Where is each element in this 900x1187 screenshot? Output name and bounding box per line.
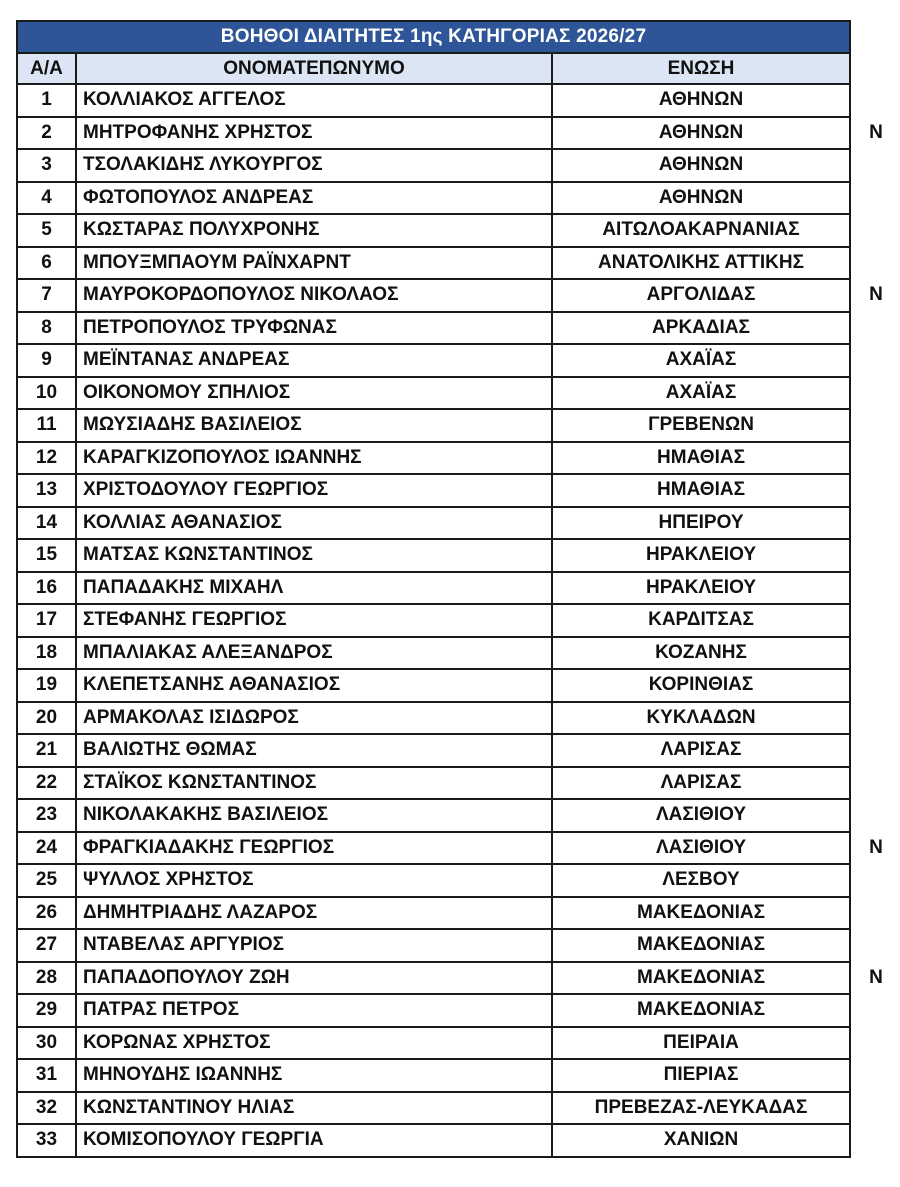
referee-union: ΚΟΡΙΝΘΙΑΣ <box>552 669 850 702</box>
referee-union: ΚΟΖΑΝΗΣ <box>552 637 850 670</box>
new-referee-mark: Ν <box>869 966 883 988</box>
referee-name: ΣΤΑΪΚΟΣ ΚΩΝΣΤΑΝΤΙΝΟΣ <box>76 767 552 800</box>
row-number: 16 <box>17 572 76 605</box>
row-number: 8 <box>17 312 76 345</box>
table-row <box>17 344 850 377</box>
row-number: 5 <box>17 214 76 247</box>
referee-name: ΝΤΑΒΕΛΑΣ ΑΡΓΥΡΙΟΣ <box>76 929 552 962</box>
row-number: 11 <box>17 409 76 442</box>
referee-name: ΚΟΜΙΣΟΠΟΥΛΟΥ ΓΕΩΡΓΙΑ <box>76 1124 552 1157</box>
table-row <box>17 312 850 345</box>
referee-name: ΠΑΠΑΔΟΠΟΥΛΟΥ ΖΩΗ <box>76 962 552 995</box>
referee-name: ΔΗΜΗΤΡΙΑΔΗΣ ΛΑΖΑΡΟΣ <box>76 897 552 930</box>
referee-union: ΜΑΚΕΔΟΝΙΑΣ <box>552 929 850 962</box>
referee-name: ΚΟΛΛΙΑΚΟΣ ΑΓΓΕΛΟΣ <box>76 84 552 117</box>
referee-name: ΠΑΠΑΔΑΚΗΣ ΜΙΧΑΗΛ <box>76 572 552 605</box>
referee-union: ΑΘΗΝΩΝ <box>552 117 850 150</box>
row-number: 6 <box>17 247 76 280</box>
referee-union: ΓΡΕΒΕΝΩΝ <box>552 409 850 442</box>
referee-union: ΑΧΑΪΑΣ <box>552 377 850 410</box>
referee-name: ΤΣΟΛΑΚΙΔΗΣ ΛΥΚΟΥΡΓΟΣ <box>76 149 552 182</box>
referee-name: ΠΕΤΡΟΠΟΥΛΟΣ ΤΡΥΦΩΝΑΣ <box>76 312 552 345</box>
row-number: 25 <box>17 864 76 897</box>
referee-union: ΑΘΗΝΩΝ <box>552 182 850 215</box>
referee-name: ΠΑΤΡΑΣ ΠΕΤΡΟΣ <box>76 994 552 1027</box>
row-number: 24 <box>17 832 76 865</box>
table-row <box>17 1059 850 1092</box>
referee-union: ΛΑΡΙΣΑΣ <box>552 734 850 767</box>
referee-name: ΧΡΙΣΤΟΔΟΥΛΟΥ ΓΕΩΡΓΙΟΣ <box>76 474 552 507</box>
row-number: 9 <box>17 344 76 377</box>
referee-name: ΜΕΪΝΤΑΝΑΣ ΑΝΔΡΕΑΣ <box>76 344 552 377</box>
referee-name: ΚΩΣΤΑΡΑΣ ΠΟΛΥΧΡΟΝΗΣ <box>76 214 552 247</box>
new-referee-mark: Ν <box>869 284 883 306</box>
referee-name: ΜΑΤΣΑΣ ΚΩΝΣΤΑΝΤΙΝΟΣ <box>76 539 552 572</box>
referee-name: ΜΗΝΟΥΔΗΣ ΙΩΑΝΝΗΣ <box>76 1059 552 1092</box>
referee-union: ΚΑΡΔΙΤΣΑΣ <box>552 604 850 637</box>
row-number: 7 <box>17 279 76 312</box>
referee-union: ΠΡΕΒΕΖΑΣ-ΛΕΥΚΑΔΑΣ <box>552 1092 850 1125</box>
referee-name: ΑΡΜΑΚΟΛΑΣ ΙΣΙΔΩΡΟΣ <box>76 702 552 735</box>
referee-union: ΑΘΗΝΩΝ <box>552 149 850 182</box>
table-row <box>17 247 850 280</box>
referee-name: ΜΠΑΛΙΑΚΑΣ ΑΛΕΞΑΝΔΡΟΣ <box>76 637 552 670</box>
row-number: 15 <box>17 539 76 572</box>
row-number: 2 <box>17 117 76 150</box>
referee-name: ΜΩΥΣΙΑΔΗΣ ΒΑΣΙΛΕΙΟΣ <box>76 409 552 442</box>
new-referee-mark: Ν <box>869 836 883 858</box>
referee-name: ΚΟΛΛΙΑΣ ΑΘΑΝΑΣΙΟΣ <box>76 507 552 540</box>
referee-name: ΜΑΥΡΟΚΟΡΔΟΠΟΥΛΟΣ ΝΙΚΟΛΑΟΣ <box>76 279 552 312</box>
referee-name: ΚΩΝΣΤΑΝΤΙΝΟΥ ΗΛΙΑΣ <box>76 1092 552 1125</box>
table-row <box>17 572 850 605</box>
referee-union: ΑΡΚΑΔΙΑΣ <box>552 312 850 345</box>
row-number: 13 <box>17 474 76 507</box>
referee-name: ΨΥΛΛΟΣ ΧΡΗΣΤΟΣ <box>76 864 552 897</box>
table-row <box>17 279 850 312</box>
table-row <box>17 84 850 117</box>
row-number: 18 <box>17 637 76 670</box>
row-number: 21 <box>17 734 76 767</box>
row-number: 19 <box>17 669 76 702</box>
row-number: 29 <box>17 994 76 1027</box>
table-row <box>17 1092 850 1125</box>
new-referee-mark: Ν <box>869 121 883 143</box>
table-row <box>17 474 850 507</box>
referee-union: ΠΕΙΡΑΙΑ <box>552 1027 850 1060</box>
table-row <box>17 637 850 670</box>
row-number: 17 <box>17 604 76 637</box>
row-number: 31 <box>17 1059 76 1092</box>
table-body <box>17 84 850 1157</box>
row-number: 26 <box>17 897 76 930</box>
row-number: 22 <box>17 767 76 800</box>
table-row <box>17 149 850 182</box>
table-row <box>17 377 850 410</box>
row-number: 27 <box>17 929 76 962</box>
referee-list-sheet <box>16 20 849 1158</box>
referee-union: ΜΑΚΕΔΟΝΙΑΣ <box>552 994 850 1027</box>
referee-union: ΗΠΕΙΡΟΥ <box>552 507 850 540</box>
referee-union: ΑΝΑΤΟΛΙΚΗΣ ΑΤΤΙΚΗΣ <box>552 247 850 280</box>
referee-name: ΚΟΡΩΝΑΣ ΧΡΗΣΤΟΣ <box>76 1027 552 1060</box>
table-row <box>17 214 850 247</box>
table-row <box>17 994 850 1027</box>
table-row <box>17 799 850 832</box>
referee-union: ΗΡΑΚΛΕΙΟΥ <box>552 572 850 605</box>
row-number: 4 <box>17 182 76 215</box>
table-title: ΒΟΗΘΟΙ ΔΙΑΙΤΗΤΕΣ 1ης ΚΑΤΗΓΟΡΙΑΣ 2026/27 <box>17 21 850 53</box>
row-number: 3 <box>17 149 76 182</box>
table-row <box>17 669 850 702</box>
row-number: 12 <box>17 442 76 475</box>
header-union: ΕΝΩΣΗ <box>552 53 850 84</box>
row-number: 1 <box>17 84 76 117</box>
referee-union: ΑΙΤΩΛΟΑΚΑΡΝΑΝΙΑΣ <box>552 214 850 247</box>
assistant-referees-table <box>16 20 851 1158</box>
row-number: 33 <box>17 1124 76 1157</box>
referee-name: ΣΤΕΦΑΝΗΣ ΓΕΩΡΓΙΟΣ <box>76 604 552 637</box>
referee-name: ΝΙΚΟΛΑΚΑΚΗΣ ΒΑΣΙΛΕΙΟΣ <box>76 799 552 832</box>
row-number: 14 <box>17 507 76 540</box>
header-number: Α/Α <box>17 53 76 84</box>
referee-union: ΑΧΑΪΑΣ <box>552 344 850 377</box>
row-number: 30 <box>17 1027 76 1060</box>
table-row <box>17 929 850 962</box>
table-title-row <box>17 21 850 53</box>
table-row <box>17 734 850 767</box>
row-number: 32 <box>17 1092 76 1125</box>
referee-union: ΜΑΚΕΔΟΝΙΑΣ <box>552 897 850 930</box>
referee-union: ΚΥΚΛΑΔΩΝ <box>552 702 850 735</box>
referee-union: ΑΡΓΟΛΙΔΑΣ <box>552 279 850 312</box>
referee-name: ΟΙΚΟΝΟΜΟΥ ΣΠΗΛΙΟΣ <box>76 377 552 410</box>
referee-union: ΗΜΑΘΙΑΣ <box>552 442 850 475</box>
referee-name: ΚΑΡΑΓΚΙΖΟΠΟΥΛΟΣ ΙΩΑΝΝΗΣ <box>76 442 552 475</box>
referee-union: ΛΑΣΙΘΙΟΥ <box>552 799 850 832</box>
referee-union: ΗΡΑΚΛΕΙΟΥ <box>552 539 850 572</box>
table-row <box>17 409 850 442</box>
table-row <box>17 539 850 572</box>
table-row <box>17 962 850 995</box>
table-row <box>17 442 850 475</box>
referee-name: ΒΑΛΙΩΤΗΣ ΘΩΜΑΣ <box>76 734 552 767</box>
table-row <box>17 702 850 735</box>
header-full-name: ΟΝΟΜΑΤΕΠΩΝΥΜΟ <box>76 53 552 84</box>
referee-union: ΛΕΣΒΟΥ <box>552 864 850 897</box>
table-row <box>17 864 850 897</box>
referee-union: ΛΑΡΙΣΑΣ <box>552 767 850 800</box>
referee-name: ΜΠΟΥΞΜΠΑΟΥΜ ΡΑΪΝΧΑΡΝΤ <box>76 247 552 280</box>
referee-union: ΑΘΗΝΩΝ <box>552 84 850 117</box>
table-row <box>17 604 850 637</box>
table-row <box>17 1027 850 1060</box>
table-row <box>17 507 850 540</box>
table-row <box>17 117 850 150</box>
referee-name: ΦΡΑΓΚΙΑΔΑΚΗΣ ΓΕΩΡΓΙΟΣ <box>76 832 552 865</box>
referee-name: ΦΩΤΟΠΟΥΛΟΣ ΑΝΔΡΕΑΣ <box>76 182 552 215</box>
referee-union: ΛΑΣΙΘΙΟΥ <box>552 832 850 865</box>
table-row <box>17 182 850 215</box>
referee-union: ΜΑΚΕΔΟΝΙΑΣ <box>552 962 850 995</box>
column-header-row <box>17 53 850 84</box>
row-number: 20 <box>17 702 76 735</box>
row-number: 10 <box>17 377 76 410</box>
row-number: 23 <box>17 799 76 832</box>
referee-union: ΠΙΕΡΙΑΣ <box>552 1059 850 1092</box>
table-row <box>17 897 850 930</box>
referee-name: ΜΗΤΡΟΦΑΝΗΣ ΧΡΗΣΤΟΣ <box>76 117 552 150</box>
referee-union: ΗΜΑΘΙΑΣ <box>552 474 850 507</box>
referee-union: ΧΑΝΙΩΝ <box>552 1124 850 1157</box>
table-row <box>17 767 850 800</box>
row-number: 28 <box>17 962 76 995</box>
referee-name: ΚΛΕΠΕΤΣΑΝΗΣ ΑΘΑΝΑΣΙΟΣ <box>76 669 552 702</box>
table-row <box>17 1124 850 1157</box>
table-row <box>17 832 850 865</box>
